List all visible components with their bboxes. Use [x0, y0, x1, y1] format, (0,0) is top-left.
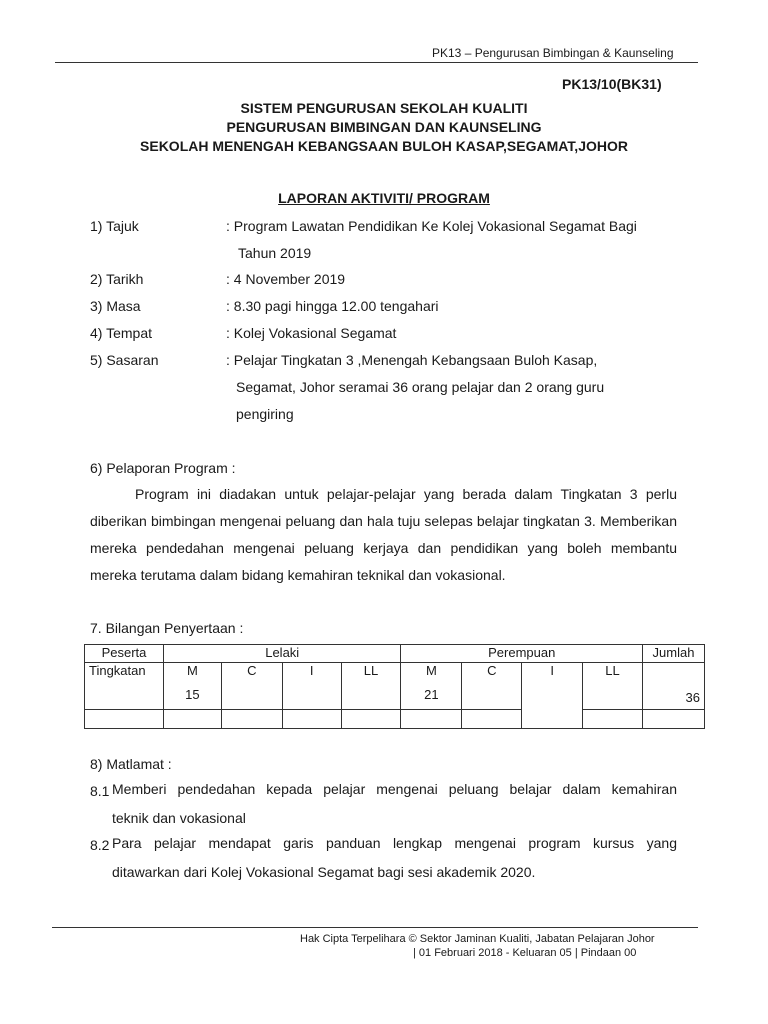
lelaki-c-label: C — [221, 663, 282, 710]
jumlah-value: 36 — [642, 663, 704, 710]
header-tingkatan: Tingkatan — [85, 663, 164, 710]
laporan-heading: 6) Pelaporan Program : — [90, 460, 236, 476]
tajuk-value-cont: Tahun 2019 — [238, 245, 312, 261]
empty-cell — [163, 710, 221, 729]
empty-cell — [341, 710, 401, 729]
title-line-3: SEKOLAH MENENGAH KEBANGSAAN BULOH KASAP,SEGAMAT,JOHOR — [140, 138, 628, 154]
empty-cell — [462, 710, 522, 729]
title-line-1: SISTEM PENGURUSAN SEKOLAH KUALITI — [240, 100, 528, 116]
report-title — [0, 190, 768, 206]
laporan-body: Program ini diadakan untuk pelajar-pelajar yang berada dalam Tingkatan 3 perlu diberikan bimbingan mengenai peluang dan hala tuju selepas belajar tingkatan 3. Memberikan mereka pendedahan mengenai peluang kerjaya dan pendidikan yang boleh membantu mereka terutama dalam bidang kemahiran teknikal dan vokasional. — [90, 486, 677, 583]
title-line-2: PENGURUSAN BIMBINGAN DAN KAUNSELING — [226, 119, 542, 135]
participation-table — [84, 644, 705, 729]
running-header: PK13 – Pengurusan Bimbingan & Kaunseling — [432, 46, 674, 60]
footer-copyright: Hak Cipta Terpelihara © Sektor Jaminan Kualiti, Jabatan Pelajaran Johor — [300, 933, 655, 945]
penyertaan-heading: 7. Bilangan Penyertaan : — [90, 620, 244, 636]
lelaki-i-label: I — [282, 663, 341, 710]
empty-cell — [642, 710, 704, 729]
matlamat-heading: 8) Matlamat : — [90, 756, 172, 772]
perempuan-m-cell — [401, 663, 462, 710]
perempuan-m-value: 21 — [424, 687, 439, 702]
footer-revision: | 01 Februari 2018 - Keluaran 05 | Pindaan 00 — [413, 947, 637, 959]
header-perempuan: Perempuan — [401, 645, 643, 663]
perempuan-m-label: M — [425, 663, 437, 678]
tajuk-value: : Program Lawatan Pendidikan Ke Kolej Vokasional Segamat Bagi — [226, 218, 637, 234]
matlamat-item1-line1: Memberi pendedahan kepada pelajar mengenai peluang belajar dalam kemahiran — [112, 781, 677, 797]
perempuan-c-label: C — [462, 663, 522, 710]
tempat-value: : Kolej Vokasional Segamat — [226, 325, 397, 341]
sasaran-label: 5) Sasaran — [90, 352, 159, 368]
empty-cell — [583, 710, 643, 729]
masa-value: : 8.30 pagi hingga 12.00 tengahari — [226, 298, 439, 314]
tarikh-label: 2) Tarikh — [90, 271, 144, 287]
lelaki-m-cell — [163, 663, 221, 710]
header-divider — [55, 62, 698, 63]
tajuk-label: 1) Tajuk — [90, 218, 139, 234]
empty-cell — [221, 710, 282, 729]
lelaki-ll-label: LL — [341, 663, 401, 710]
matlamat-item1-number: 8.1 — [90, 783, 110, 799]
sasaran-value: : Pelajar Tingkatan 3 ,Menengah Kebangsaan Buloh Kasap, — [226, 352, 598, 368]
tarikh-value: : 4 November 2019 — [226, 271, 346, 287]
lelaki-m-label: M — [186, 663, 198, 678]
sasaran-value-cont2: pengiring — [236, 406, 294, 422]
header-peserta: Peserta — [85, 645, 164, 663]
report-title-text: LAPORAN AKTIVITI/ PROGRAM — [278, 190, 490, 206]
matlamat-item1-line2: teknik dan vokasional — [112, 810, 246, 826]
header-lelaki: Lelaki — [163, 645, 401, 663]
lelaki-m-value: 15 — [185, 687, 200, 702]
footer-divider — [52, 927, 698, 928]
matlamat-item2-number: 8.2 — [90, 837, 110, 853]
empty-cell — [401, 710, 462, 729]
empty-cell — [282, 710, 341, 729]
empty-cell — [85, 710, 164, 729]
perempuan-i-label: I — [522, 663, 583, 729]
masa-label: 3) Masa — [90, 298, 141, 314]
matlamat-item2-line2: ditawarkan dari Kolej Vokasional Segamat bagi sesi akademik 2020. — [112, 864, 536, 880]
document-code: PK13/10(BK31) — [562, 76, 662, 92]
header-jumlah: Jumlah — [642, 645, 704, 663]
tempat-label: 4) Tempat — [90, 325, 152, 341]
sasaran-value-cont: Segamat, Johor seramai 36 orang pelajar dan 2 orang guru — [236, 379, 605, 395]
perempuan-ll-label: LL — [583, 663, 643, 710]
matlamat-item2-line1: Para pelajar mendapat garis panduan lengkap mengenai program kursus yang — [112, 835, 677, 851]
